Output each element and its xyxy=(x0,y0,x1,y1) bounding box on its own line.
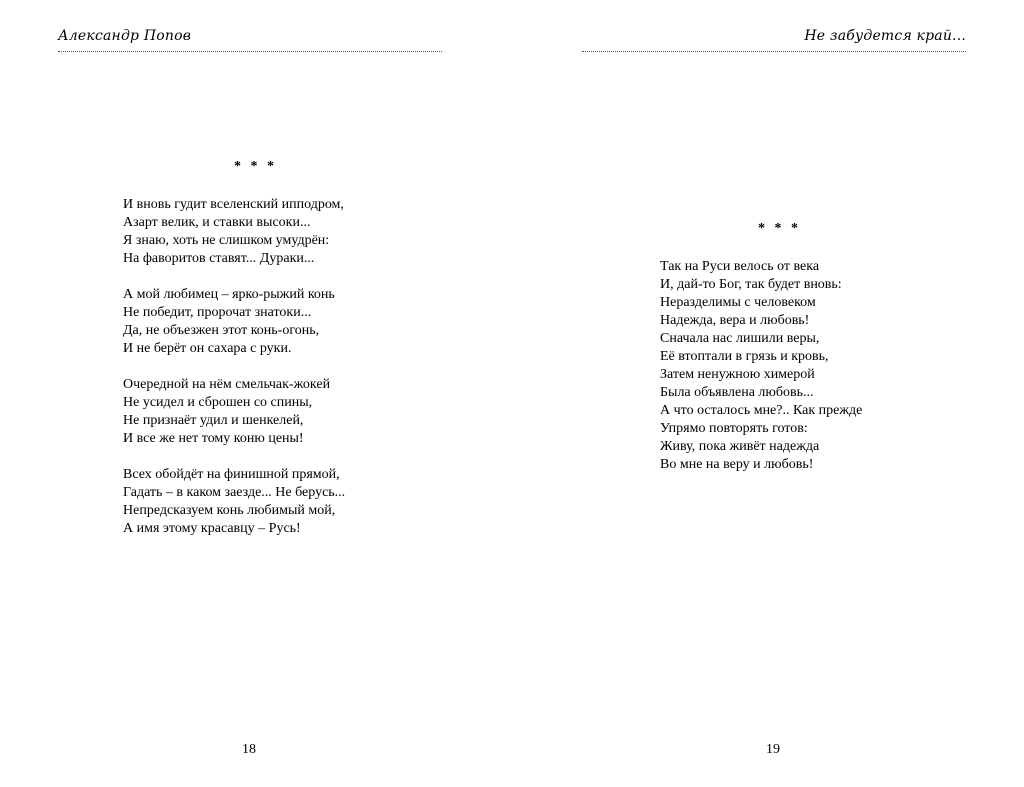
poem-line: А мой любимец – ярко-рыжий конь xyxy=(123,287,335,302)
poem-line: Очередной на нём смельчак-жокей xyxy=(123,377,331,392)
poem-body xyxy=(660,258,862,492)
header-dotted-rule xyxy=(582,51,966,52)
poem-line: Гадать – в каком заезде... Не берусь... xyxy=(123,485,346,500)
poem-line: Живу, пока живёт надежда xyxy=(660,439,820,454)
poem-line: Непредсказуем конь любимый мой, xyxy=(123,503,336,518)
page-number: 19 xyxy=(766,742,780,757)
poem-line: И не берёт он сахара с руки. xyxy=(123,341,292,356)
poem-line: Надежда, вера и любовь! xyxy=(660,313,810,328)
poem-line: Её втоптали в грязь и кровь, xyxy=(660,349,829,364)
poem-stanza xyxy=(123,466,345,538)
poem-body xyxy=(123,196,345,556)
poem-line: Не усидел и сброшен со спины, xyxy=(123,395,313,410)
page-number: 18 xyxy=(242,742,256,757)
header-dotted-rule xyxy=(58,51,442,52)
poem-line: Так на Руси велось от века xyxy=(660,259,820,274)
poem-line: На фаворитов ставят... Дураки... xyxy=(123,251,315,266)
poem-stanza xyxy=(660,258,862,474)
poem-line: Упрямо повторять готов: xyxy=(660,421,808,436)
poem-stanza xyxy=(123,196,345,268)
poem-line: А что осталось мне?.. Как прежде xyxy=(660,403,863,418)
poem-line: Всех обойдёт на финишной прямой, xyxy=(123,467,340,482)
poem-line: И, дай-то Бог, так будет вновь: xyxy=(660,277,842,292)
poem-line: Во мне на веру и любовь! xyxy=(660,457,814,472)
poem-stanza xyxy=(123,376,345,448)
poem-line: Неразделимы с человеком xyxy=(660,295,816,310)
poem-line: Да, не объезжен этот конь-огонь, xyxy=(123,323,320,338)
section-separator: * * * xyxy=(234,159,277,174)
running-header-title: Не забудется край... xyxy=(804,28,966,44)
right-page xyxy=(512,0,1024,787)
poem-line: Азарт велик, и ставки высоки... xyxy=(123,215,311,230)
running-header-author: Александр Попов xyxy=(58,28,192,44)
poem-stanza xyxy=(123,286,345,358)
poem-line: А имя этому красавцу – Русь! xyxy=(123,521,301,536)
poem-line: Сначала нас лишили веры, xyxy=(660,331,820,346)
poem-line: Не победит, пророчат знатоки... xyxy=(123,305,312,320)
poem-line: Была объявлена любовь... xyxy=(660,385,814,400)
poem-line: Не признаёт удил и шенкелей, xyxy=(123,413,304,428)
poem-line: Затем ненужною химерой xyxy=(660,367,815,382)
poem-line: И вновь гудит вселенский ипподром, xyxy=(123,197,344,212)
poem-line: И все же нет тому коню цены! xyxy=(123,431,304,446)
section-separator: * * * xyxy=(758,221,801,236)
poem-line: Я знаю, хоть не слишком умудрён: xyxy=(123,233,330,248)
